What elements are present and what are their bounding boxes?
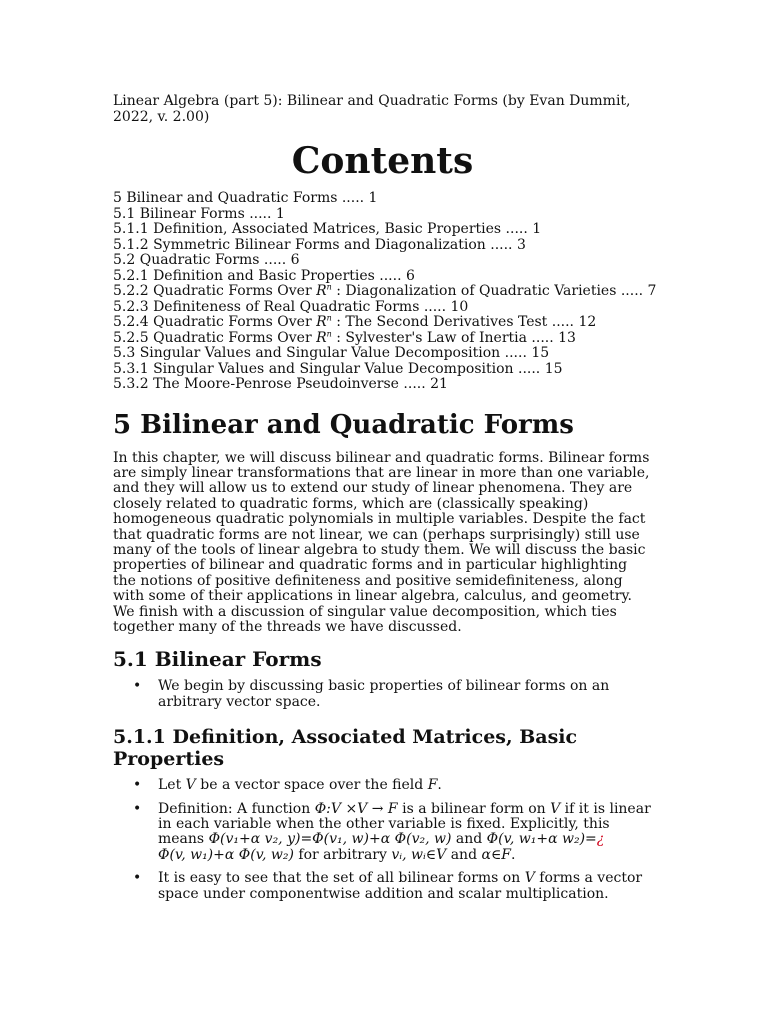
chapter-heading: 5 Bilinear and Quadratic Forms bbox=[113, 409, 574, 440]
toc-entry[interactable]: 5.2 Quadratic Forms ..... 6 bbox=[113, 252, 300, 268]
toc-entry[interactable]: 5.2.4 Quadratic Forms Over $R^n$ : The Second Derivatives Test ..... 12 bbox=[113, 313, 597, 330]
toc-entry[interactable]: 5.2.2 Quadratic Forms Over $R^n$ : Diagonalization of Quadratic Varieties ..... 7 bbox=[113, 282, 657, 299]
document-title: Linear Algebra (part 5): Bilinear and Quadratic Forms (by Evan Dummit, 2022, v. 2.00) bbox=[113, 93, 631, 125]
toc-entry[interactable]: 5.2.5 Quadratic Forms Over $R^n$ : Sylvester's Law of Inertia ..... 13 bbox=[113, 328, 576, 346]
toc-entry[interactable]: 5.3.1 Singular Values and Singular Value Decomposition ..... 15 bbox=[113, 360, 563, 377]
table-of-contents bbox=[113, 190, 657, 393]
toc-entry[interactable]: 5.1.1 Definition, Associated Matrices, Basic Properties ..... 1 bbox=[113, 221, 542, 237]
subsection-heading: 5.1.1 Definition, Associated Matrices, Basic Properties bbox=[113, 726, 578, 771]
contents-heading: Contents bbox=[291, 140, 474, 182]
toc-entry[interactable]: 5.1 Bilinear Forms ..... 1 bbox=[113, 205, 285, 222]
list-item: • Definition: A function Φ:V ×V → F is a bilinear form on V if it is linear in each variable when the other variable is fixed. Explicitly, this means Φ(v₁+α v₂, y)=Φ(v₁, w)+α Φ(v₂, w) and Φ(v, w₁+α w₂)=¿ Φ(v, w₁)+α Φ(v, w₂) for arbitrary vᵢ, wᵢ∈V and α∈F. bbox=[113, 802, 652, 864]
list-item: • It is easy to see that the set of all bilinear forms on V forms a vector space under componentwise addition and scalar multiplication. bbox=[113, 871, 652, 902]
list-item: • Let V be a vector space over the field F. bbox=[113, 778, 652, 793]
chapter-intro: In this chapter, we will discuss bilinear and quadratic forms. Bilinear forms are simply linear transformations that are linear in more than one variable, and they will allow us to extend our study of linear phenomena. They are closely related to quadratic forms, which are (classically speaking) homogeneous quadratic polynomials in multiple variables. Despite the fact that quadratic forms are not linear, we can (perhaps surprisingly) still use many of the tools of linear algebra to study them. We will discuss the basic properties of bilinear and quadratic forms and in particular highlighting the notions of positive definiteness and positive semidefiniteness, along with some of their applications in linear algebra, calculus, and geometry. We finish with a discussion of singular value decomposition, which ties together many of the threads we have discussed. bbox=[113, 449, 650, 635]
section-bullets bbox=[113, 679, 652, 710]
toc-entry[interactable]: 5 Bilinear and Quadratic Forms ..... 1 bbox=[113, 190, 378, 206]
toc-entry[interactable]: 5.3 Singular Values and Singular Value Decomposition ..... 15 bbox=[113, 345, 550, 361]
toc-entry[interactable]: 5.2.3 Definiteness of Real Quadratic Forms ..... 10 bbox=[113, 298, 469, 315]
toc-entry[interactable]: 5.1.2 Symmetric Bilinear Forms and Diagonalization ..... 3 bbox=[113, 236, 526, 253]
section-heading: 5.1 Bilinear Forms bbox=[113, 647, 322, 672]
unknown-glyph: ¿ bbox=[596, 831, 605, 848]
list-item: • We begin by discussing basic properties of bilinear forms on an arbitrary vector space. bbox=[113, 679, 652, 710]
toc-entry[interactable]: 5.2.1 Definition and Basic Properties ..... 6 bbox=[113, 267, 415, 284]
toc-entry[interactable]: 5.3.2 The Moore-Penrose Pseudoinverse ..... 21 bbox=[113, 376, 448, 392]
subsection-bullets bbox=[113, 778, 652, 902]
